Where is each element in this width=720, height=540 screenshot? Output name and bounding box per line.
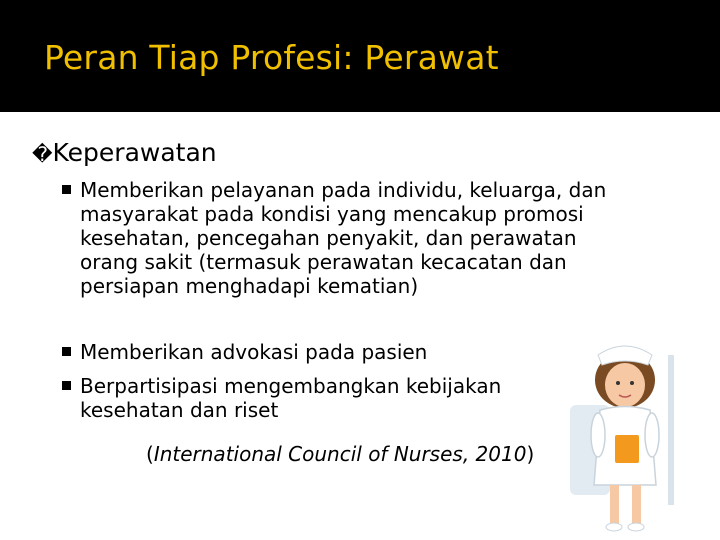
nurse-illustration-icon — [560, 335, 710, 535]
heading-text: Keperawatan — [52, 138, 217, 167]
square-bullet-icon — [62, 381, 71, 390]
bullet-text: Memberikan advokasi pada pasien — [80, 340, 428, 364]
bullet-text: Berpartisipasi mengembangkan kebijakan kesehatan dan riset — [80, 374, 502, 422]
bullet-item — [62, 178, 632, 298]
citation-open: ( — [146, 442, 154, 466]
square-bullet-icon — [62, 347, 71, 356]
bullet-text: Memberikan pelayanan pada individu, keluarga, dan masyarakat pada kondisi yang mencakup promosi kesehatan, pencegahan penyakit, dan perawatan orang sakit (termasuk perawatan kecacatan dan persiapan menghadapi kematian) — [80, 178, 607, 298]
bullet-item — [62, 340, 632, 364]
section-heading — [32, 138, 217, 167]
slide-title: Peran Tiap Profesi: Perawat — [44, 38, 499, 77]
citation-close: ) — [526, 442, 535, 466]
citation-source: International Council of Nurses, 2010 — [153, 442, 527, 466]
square-bullet-icon — [62, 185, 71, 194]
citation — [146, 442, 534, 466]
heading-symbol: � — [32, 142, 53, 166]
bullet-item — [62, 374, 562, 422]
